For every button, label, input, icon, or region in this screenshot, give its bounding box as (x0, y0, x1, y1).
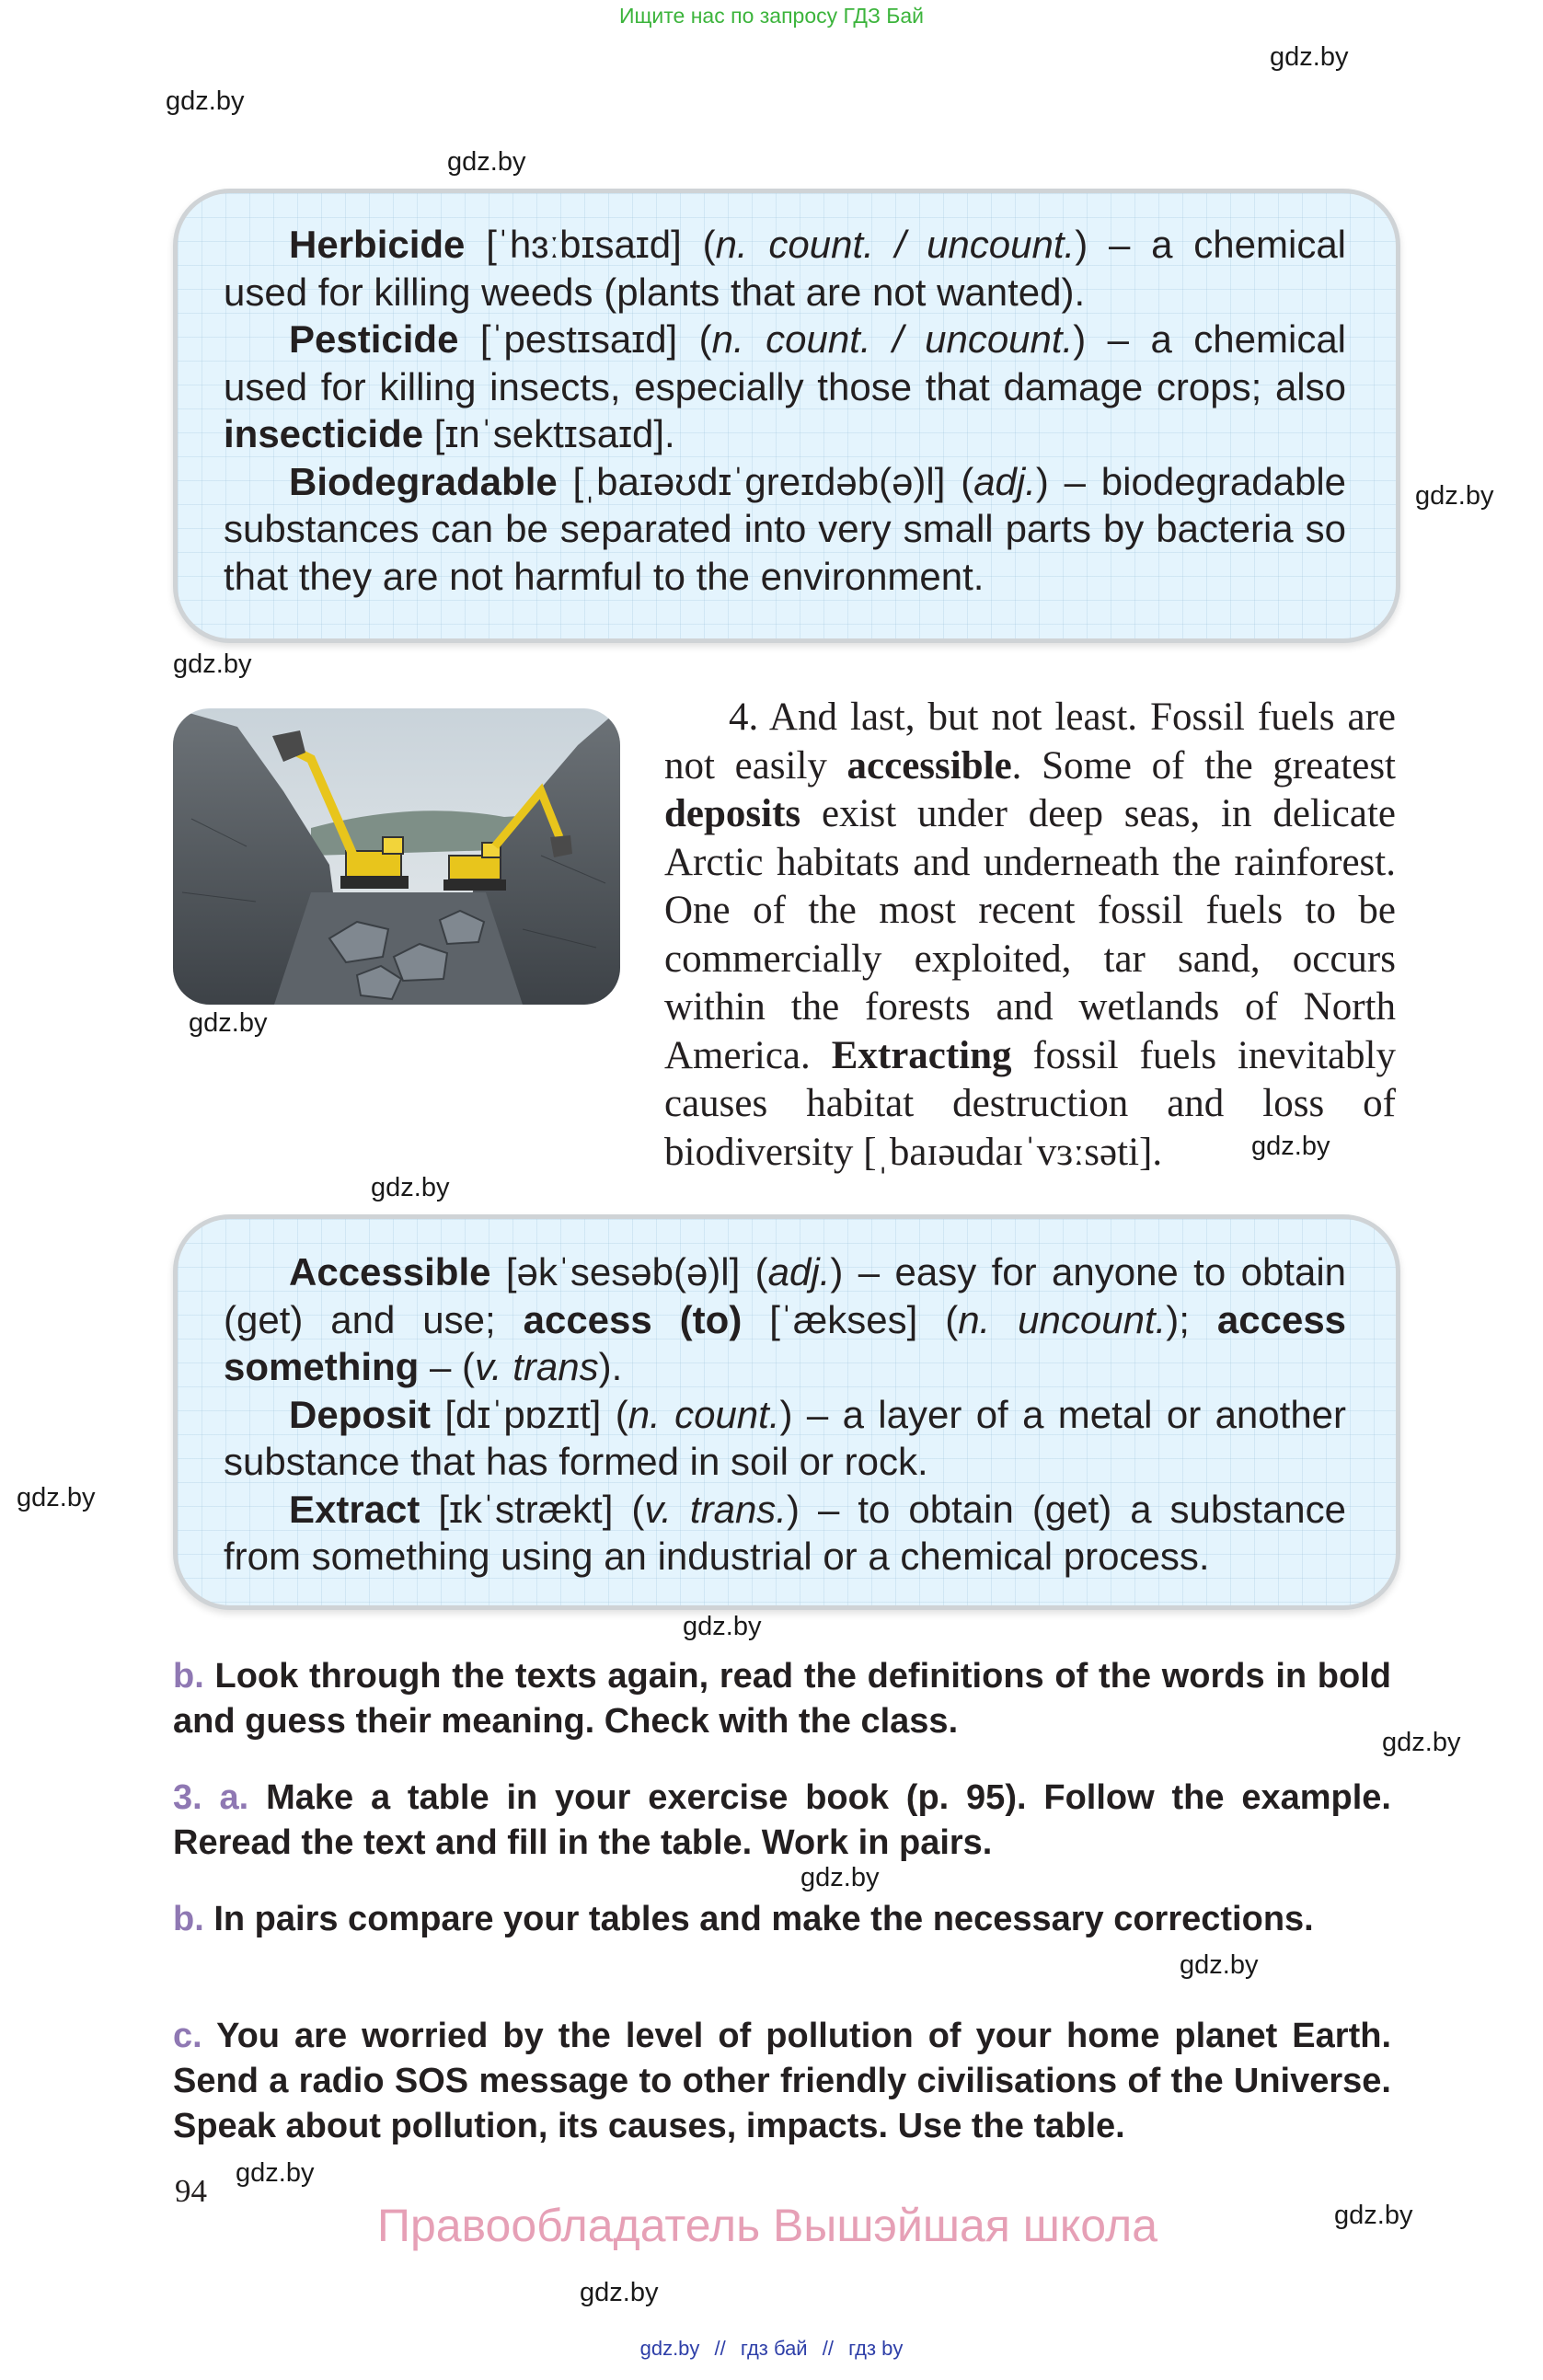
pronunciation: [ˈhɜːbɪsaɪd] (486, 223, 682, 266)
term: Extract (289, 1487, 420, 1531)
task-b1 (173, 1654, 1391, 1744)
footer-link[interactable]: gdz.by (639, 2337, 700, 2360)
bold-word: Extracting (831, 1033, 1012, 1077)
vocabulary-box-text (224, 1248, 1346, 1581)
part-of-speech: adj. (767, 1250, 831, 1293)
reading-paragraph-top (664, 694, 1396, 1177)
definition: – biodegradable substances can be separated into very small parts by bacteria so that they are not harmful to the environment. (224, 459, 1347, 598)
watermark: gdz.by (447, 147, 526, 177)
watermark: gdz.by (236, 2158, 315, 2188)
part-of-speech: n. uncount. (958, 1297, 1167, 1341)
task-label: 3. a. (173, 1778, 249, 1817)
bold-word: accessible (846, 743, 1012, 788)
pronunciation: [dɪˈpɒzɪt] (444, 1392, 602, 1436)
watermark: gdz.by (1180, 1950, 1259, 1980)
top-banner[interactable]: Ищите нас по запросу ГДЗ Бай (618, 4, 925, 28)
pronunciation: [ˌbaɪəʊdɪˈgreɪdəb(ə)l] (572, 459, 946, 503)
task-text: You are worried by the level of pollution of your home planet Earth. Send a radio SOS message to other friendly civilisations of the Universe. Speak about pollution, its causes, impacts. Use the table. (173, 2017, 1392, 2145)
part-of-speech: n. count. / uncount. (715, 223, 1076, 266)
footer-link[interactable]: гдз бай (740, 2337, 808, 2360)
part-of-speech: n. count. / uncount. (711, 317, 1074, 361)
text: fossil fuels inevitably causes habitat destruction and loss of biodiversity (664, 1033, 1396, 1174)
pronunciation: [ˈækses] (769, 1297, 918, 1341)
watermark: gdz.by (1415, 481, 1494, 511)
pronunciation: [əkˈsesəb(ə)l] (505, 1250, 741, 1293)
watermark: gdz.by (1382, 1728, 1461, 1757)
definition: – a layer of a metal or another substance that has formed in soil or rock. (224, 1392, 1347, 1483)
watermark: gdz.by (1334, 2201, 1413, 2230)
footer-links (0, 2337, 1543, 2361)
bold-word: deposits (664, 792, 801, 835)
definition: – easy for anyone to obtain (get) and use; (224, 1250, 1347, 1341)
watermark: gdz.by (173, 650, 252, 679)
task-3b (173, 1897, 1391, 1942)
watermark: gdz.by (1251, 1132, 1330, 1161)
watermark: gdz.by (371, 1173, 450, 1202)
definition-herbicide: Herbicide [ˈhɜːbɪsaɪd] (n. count. / uncount.) – a chemical used for killing weeds (plants that are not wanted). (224, 223, 1347, 314)
pronunciation: [ˌbaɪəudaɪˈvɜːsəti]. (863, 1130, 1163, 1174)
footer-link[interactable]: гдз by (848, 2337, 904, 2360)
definition: – a chemical used for killing weeds (plants that are not wanted). (224, 223, 1347, 314)
task-text: In pairs compare your tables and make the necessary corrections. (213, 1900, 1314, 1938)
term: Herbicide (289, 223, 466, 266)
watermark: gdz.by (800, 1863, 880, 1892)
definition-biodegradable: Biodegradable [ˌbaɪəʊdɪˈgreɪdəb(ə)l] (adj.) – biodegradable substances can be separated into very small parts by bacteria so that they are not harmful to the environment. (224, 459, 1347, 598)
text: . Some of the greatest (1011, 743, 1396, 788)
task-label: b. (173, 1900, 204, 1938)
definition-pesticide: Pesticide [ˈpestɪsaɪd] (n. count. / uncount.) – a chemical used for killing insects, especially those that damage crops; also insecticide [ɪnˈsektɪsaɪd]. (224, 317, 1347, 455)
pronunciation: [ɪnˈsektɪsaɪd]. (433, 412, 675, 455)
watermark: gdz.by (17, 1483, 96, 1512)
term: access something (224, 1297, 1347, 1388)
term: Pesticide (289, 317, 459, 361)
separator: // (714, 2337, 726, 2360)
part-of-speech: v. trans. (644, 1487, 787, 1531)
task-label: c. (173, 2017, 202, 2055)
text: exist under deep seas, in delicate Arctic habitats and underneath the rainforest. One of the most recent fossil fuels to be commercially exploited, tar sand, occurs within the forests and wetlands of North America. (664, 792, 1396, 1077)
part-of-speech: v. trans (475, 1345, 599, 1388)
definition-extract: Extract [ɪkˈstrækt] (v. trans.) – to obtain (get) a substance from something using an industrial or a chemical process. (224, 1487, 1347, 1578)
task-label: b. (173, 1657, 204, 1696)
term: Deposit (289, 1392, 432, 1436)
watermark: gdz.by (189, 1008, 268, 1038)
text: 4. And last, but not least. Fossil fuels are not easily (664, 696, 1396, 788)
watermark: gdz.by (580, 2278, 659, 2307)
watermark: gdz.by (166, 86, 245, 116)
term: access (to) (523, 1297, 743, 1341)
task-text: Look through the texts again, read the definitions of the words in bold and guess their meaning. Check with the class. (173, 1657, 1391, 1741)
pronunciation: [ˈpestɪsaɪd] (479, 317, 678, 361)
part-of-speech: n. count. (628, 1392, 780, 1436)
vocabulary-box-text (224, 221, 1346, 600)
definition-accessible: Accessible [əkˈsesəb(ə)l] (adj.) – easy for anyone to obtain (get) and use; access (to) [ˈækses] (n. uncount.); access something – (v. trans). (224, 1250, 1347, 1388)
term: Biodegradable (289, 459, 558, 503)
watermark: gdz.by (1270, 42, 1349, 72)
part-of-speech: adj. (973, 459, 1036, 503)
definition: – to obtain (get) a substance from something using an industrial or a chemical process. (224, 1487, 1347, 1578)
page-number: 94 (175, 2173, 207, 2209)
quarry-excavator-photo (173, 708, 620, 1005)
watermark: gdz.by (683, 1612, 762, 1641)
task-3a (173, 1776, 1391, 1866)
definition-deposit: Deposit [dɪˈpɒzɪt] (n. count.) – a layer of a metal or another substance that has formed in soil or rock. (224, 1392, 1347, 1483)
task-3c (173, 2014, 1391, 2149)
term: Accessible (289, 1250, 491, 1293)
separator: // (822, 2337, 834, 2360)
copyright-holder: Правообладатель Вышэйшая школа (377, 2200, 1157, 2251)
task-text: Make a table in your exercise book (p. 95). Follow the example. Reread the text and fill in the table. Work in pairs. (173, 1778, 1391, 1862)
pronunciation: [ɪkˈstrækt] (438, 1487, 614, 1531)
definition: – a chemical used for killing insects, especially those that damage crops; also (224, 317, 1347, 408)
term: insecticide (224, 412, 424, 455)
